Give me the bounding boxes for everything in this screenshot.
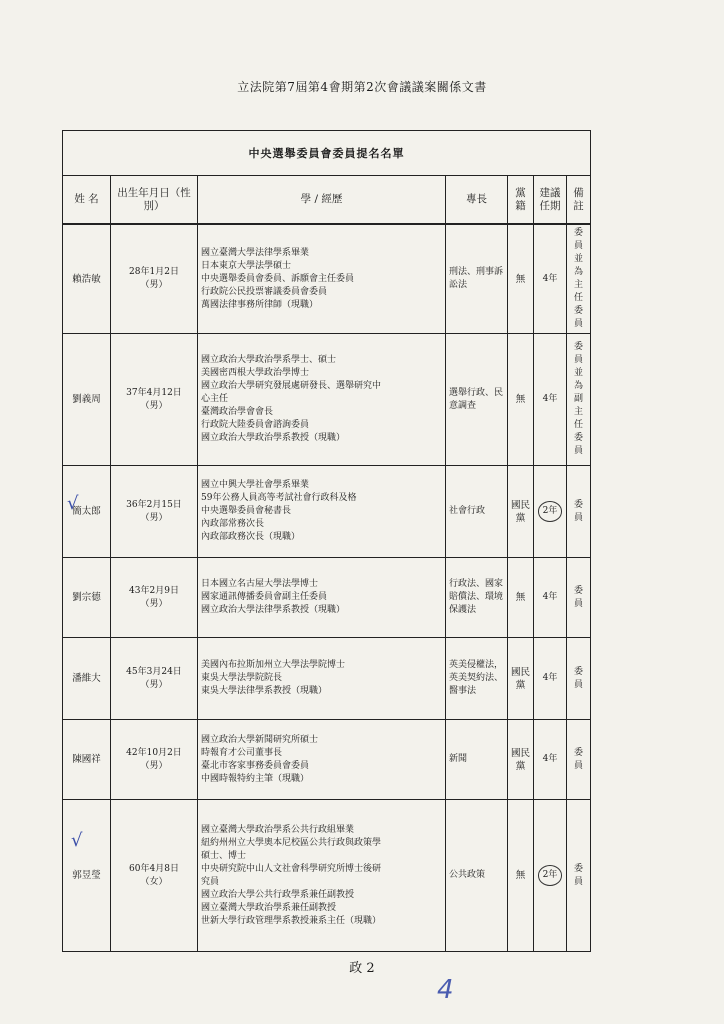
term-cell — [534, 638, 567, 720]
gender: （男） — [140, 679, 168, 690]
table-row — [63, 558, 591, 638]
term-cell — [534, 558, 567, 638]
table-row — [63, 334, 591, 466]
note: 委員並為主任委員 — [567, 225, 591, 334]
expertise: 公共政策 — [446, 800, 508, 952]
check-mark-2: √ — [71, 830, 83, 851]
bio-line: 內政部常務次長 — [201, 519, 265, 529]
bio-line: 國立政治大學政治學系教授（現職） — [201, 433, 346, 443]
col-expertise: 專長 — [446, 176, 508, 224]
term: 4年 — [542, 754, 558, 764]
bio-line: 國立政治大學法律學系教授（現職） — [201, 605, 346, 615]
page-number: 政 2 — [349, 961, 375, 976]
bio-line: 臺北市客家事務委員會委員 — [201, 760, 310, 771]
note: 委員 — [567, 720, 591, 800]
table-body — [62, 224, 591, 952]
nominee-name: 劉宗德 — [63, 558, 111, 638]
nominee-name: 潘維大 — [63, 638, 111, 720]
table-row — [63, 638, 591, 720]
col-note: 備註 — [567, 176, 591, 224]
note: 委員 — [567, 800, 591, 952]
education-cell — [198, 466, 446, 558]
party: 無 — [508, 558, 534, 638]
bio-line: 中央選舉委員會委員、訴願會主任委員 — [201, 273, 355, 284]
term: 2年 — [538, 501, 563, 522]
gender: （男） — [140, 598, 168, 609]
term-cell — [534, 466, 567, 558]
term-cell — [534, 800, 567, 952]
bio-line: 萬國法律事務所律師（現職） — [201, 299, 319, 310]
term: 4年 — [542, 673, 558, 683]
bio-line: 國立臺灣大學政治學系公共行政組畢業 — [201, 824, 355, 835]
bio-line: 國立政治大學新聞研究所碩士 — [201, 734, 319, 745]
bio-line: 國立臺灣大學政治學系兼任副教授 — [201, 902, 337, 913]
party: 國民黨 — [508, 466, 534, 558]
bio-line: 國立中興大學社會學系畢業 — [201, 480, 310, 490]
term-cell — [534, 334, 567, 466]
birth-cell — [111, 638, 198, 720]
expertise: 選舉行政、民意調查 — [446, 334, 508, 466]
education-cell — [198, 800, 446, 952]
education-cell — [198, 225, 446, 334]
bio-line: 中央研究院中山人文社會科學研究所博士後研 — [201, 863, 382, 874]
term: 2年 — [538, 865, 563, 886]
birth-cell — [111, 334, 198, 466]
bio-line: 日本國立名古屋大學法學博士 — [201, 579, 319, 589]
bio-line: 美國密西根大學政治學博士 — [201, 368, 310, 378]
term: 4年 — [542, 592, 558, 602]
bio-line: 東吳大學法律學系教授（現職） — [201, 686, 328, 696]
education-cell — [198, 558, 446, 638]
bio-line: 內政部政務次長（現職） — [201, 532, 301, 542]
bio-line: 國立政治大學公共行政學系兼任副教授 — [201, 889, 355, 900]
nominee-name: 劉義周 — [63, 334, 111, 466]
col-birth: 出生年月日（性別） — [111, 176, 198, 224]
education-cell — [198, 720, 446, 800]
birth-cell — [111, 225, 198, 334]
term-cell — [534, 720, 567, 800]
note: 委員 — [567, 638, 591, 720]
table-title: 中央選舉委員會委員提名名單 — [63, 131, 591, 176]
party: 國民黨 — [508, 638, 534, 720]
bio-line: 國立政治大學研究發展處研發長、選舉研究中 — [201, 381, 382, 391]
expertise: 新聞 — [446, 720, 508, 800]
nominee-name: 陳國祥 — [63, 720, 111, 800]
col-party: 黨籍 — [508, 176, 534, 224]
birth-date: 43年2月9日 — [129, 585, 179, 596]
bio-line: 行政院大陸委員會諮詢委員 — [201, 420, 310, 430]
birth-date: 42年10月2日 — [126, 747, 182, 758]
bio-line: 世新大學行政管理學系教授兼系主任（現職） — [201, 915, 382, 926]
birth-cell — [111, 466, 198, 558]
party: 國民黨 — [508, 720, 534, 800]
table-row — [63, 800, 591, 952]
bio-line: 國立臺灣大學法律學系畢業 — [201, 247, 310, 258]
nominee-name: 郭昱瑩 — [63, 800, 111, 952]
party: 無 — [508, 334, 534, 466]
expertise: 刑法、刑事訴訟法 — [446, 225, 508, 334]
bio-line: 中國時報特約主筆（現職） — [201, 773, 310, 784]
expertise: 社會行政 — [446, 466, 508, 558]
bio-line: 臺灣政治學會會長 — [201, 407, 274, 417]
note: 委員 — [567, 558, 591, 638]
term: 4年 — [542, 394, 558, 404]
term-cell — [534, 225, 567, 334]
birth-date: 45年3月24日 — [126, 666, 182, 677]
bio-line: 時報育才公司董事長 — [201, 747, 283, 758]
gender: （男） — [140, 400, 168, 411]
term: 4年 — [542, 273, 558, 284]
party: 無 — [508, 225, 534, 334]
birth-date: 37年4月12日 — [126, 387, 182, 398]
gender: （男） — [140, 512, 168, 523]
table-row — [63, 720, 591, 800]
handwritten-page-number: 4 — [437, 975, 454, 1005]
bio-line: 紐約州州立大學奧本尼校區公共行政與政策學 — [201, 837, 382, 848]
bio-line: 美國內布拉斯加州立大學法學院博士 — [201, 660, 346, 670]
gender: （男） — [140, 760, 168, 771]
check-mark-1: √ — [67, 493, 79, 514]
nominee-name: 簡太郎 — [63, 466, 111, 558]
expertise: 英美侵權法，英美契約法、醫事法 — [446, 638, 508, 720]
bio-line: 日本東京大學法學碩士 — [201, 260, 292, 271]
note: 委員並為副主任委員 — [567, 334, 591, 466]
col-term: 建議任期 — [534, 176, 567, 224]
nominee-table — [62, 130, 588, 952]
birth-date: 36年2月15日 — [126, 499, 182, 510]
bio-line: 59年公務人員高等考試社會行政科及格 — [201, 493, 357, 503]
birth-cell — [111, 558, 198, 638]
table-row — [63, 466, 591, 558]
bio-line: 國立政治大學政治學系學士、碩士 — [201, 355, 337, 365]
bio-line: 究員 — [201, 876, 220, 887]
expertise: 行政法、國家賠償法、環境保護法 — [446, 558, 508, 638]
bio-line: 國家通訊傳播委員會副主任委員 — [201, 592, 328, 602]
gender: （女） — [140, 876, 168, 887]
education-cell — [198, 638, 446, 720]
note: 委員 — [567, 466, 591, 558]
document-header: 立法院第7屆第4會期第2次會議議案關係文書 — [237, 80, 487, 94]
bio-line: 中央選舉委員會秘書長 — [201, 506, 292, 516]
bio-line: 碩士、博士 — [201, 850, 247, 861]
birth-cell — [111, 800, 198, 952]
gender: （男） — [140, 280, 168, 290]
bio-line: 行政院公民投票審議委員會委員 — [201, 286, 328, 297]
bio-line: 心主任 — [201, 394, 229, 404]
party: 無 — [508, 800, 534, 952]
birth-date: 60年4月8日 — [129, 863, 179, 874]
table-row — [63, 225, 591, 334]
nominee-name: 賴浩敏 — [63, 225, 111, 334]
education-cell — [198, 334, 446, 466]
birth-cell — [111, 720, 198, 800]
col-name: 姓 名 — [63, 176, 111, 224]
bio-line: 東吳大學法學院院長 — [201, 673, 283, 683]
birth-date: 28年1月2日 — [129, 267, 179, 277]
col-education: 學 / 經歷 — [198, 176, 446, 224]
